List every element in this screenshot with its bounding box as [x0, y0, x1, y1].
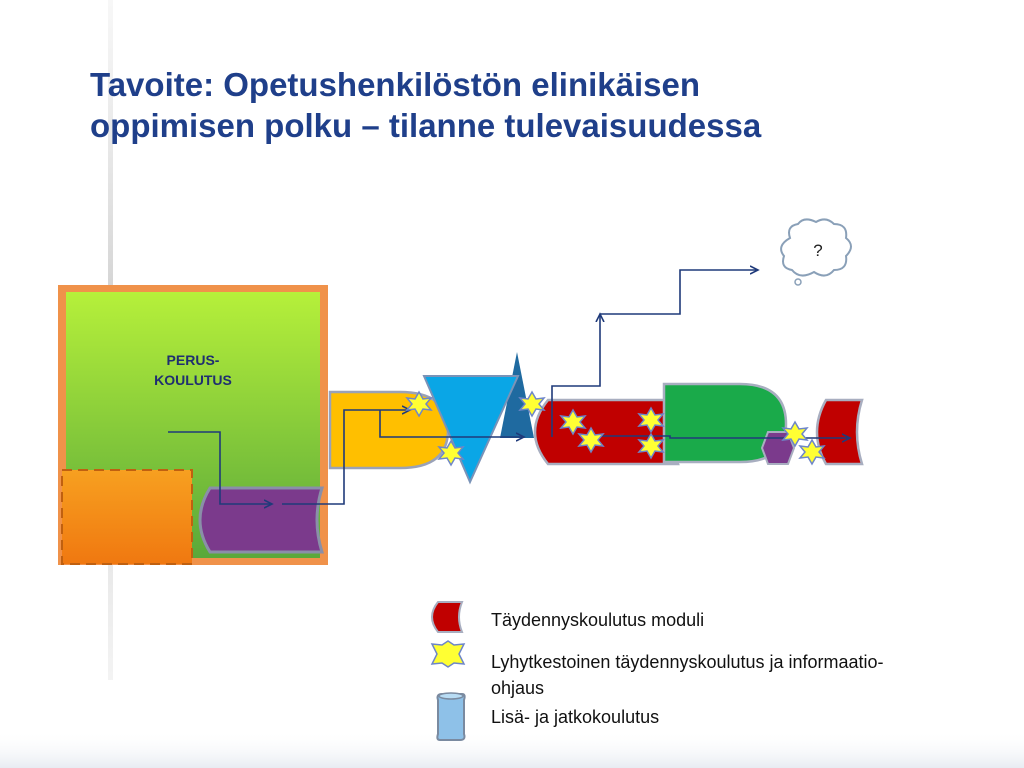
- legend-label-short-training: Lyhytkestoinen täydennyskoulutus ja informaatio-: [491, 652, 884, 672]
- path-arrow-5: [600, 270, 758, 314]
- basic-education-label-line2: KOULUTUS: [154, 372, 232, 388]
- red-module-2: [817, 400, 862, 464]
- red-module-1: [535, 400, 678, 464]
- red-module-icon: [432, 602, 462, 632]
- yellow-star-icon: [432, 641, 464, 667]
- legend-label-module: Täydennyskoulutus moduli: [491, 610, 705, 630]
- purple-cylinder: [200, 488, 322, 552]
- yellow-module: [330, 392, 448, 468]
- blue-scroll-icon: [437, 693, 464, 740]
- legend-label-further-education: Lisä- ja jatkokoulutus: [491, 707, 660, 727]
- basic-education-label: [128, 350, 258, 390]
- title-line-2: oppimisen polku – tilanne tulevaisuudessa: [90, 107, 762, 144]
- legend-label-short-training-cont: ohjaus: [491, 678, 545, 698]
- title-line-1: Tavoite: Opetushenkilöstön elinikäisen: [90, 66, 701, 103]
- basic-education-label-line1: PERUS-: [166, 352, 220, 368]
- orange-dashed-block: [62, 470, 192, 564]
- cloud-question-mark: ?: [813, 241, 823, 260]
